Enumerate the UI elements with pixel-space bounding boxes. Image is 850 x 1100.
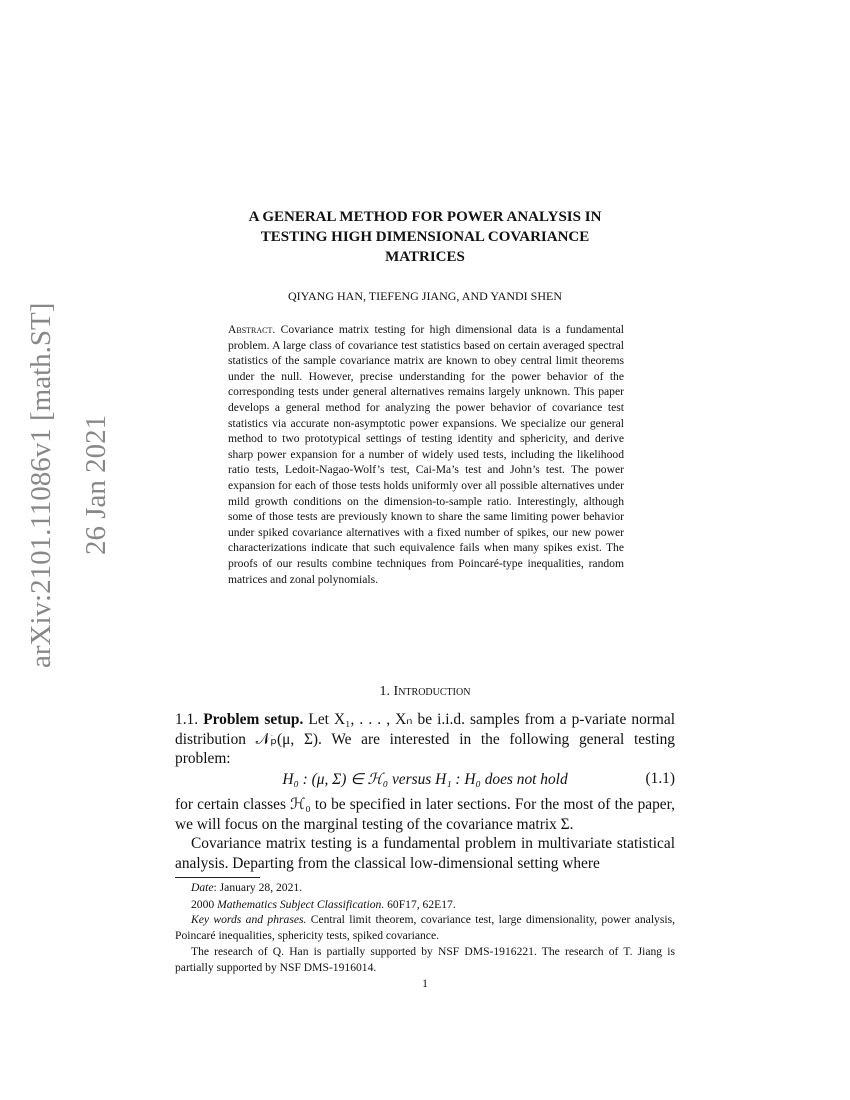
paragraph: Covariance matrix testing is a fundamental problem in multivariate statistical analysis. Departing from the classical low-dimensional setting where xyxy=(175,835,675,872)
footnote-msc xyxy=(175,897,675,913)
date-value: : January 28, 2021. xyxy=(213,881,303,894)
footnote-funding: The research of Q. Han is partially supported by NSF DMS-1916221. The research of T. Jiang is partially supported by NSF DMS-1916014. xyxy=(175,945,675,974)
msc-value: 60F17, 62E17. xyxy=(384,898,456,911)
title-line: TESTING HIGH DIMENSIONAL COVARIANCE xyxy=(260,229,590,245)
keywords-value: Central limit theorem, covariance test, large dimensionality, power analysis, Poincaré inequalities, sphericity tests, spiked covariance. xyxy=(175,913,675,942)
abstract-text: Covariance matrix testing for high dimensional data is a fundamental problem. A large class of covariance test statistics based on certain averaged spectral statistics of the sample covariance matrix are known to obey central limit theorems under the null. However, precise understanding for the power behavior of the corresponding tests under general alternatives remains largely unknown. This paper develops a general method for analyzing the power behavior of covariance test statistics via accurate non-asymptotic power expansions. We specialize our general method to two prototypical settings of testing identity and sphericity, and derive sharp power expansion for a number of widely used tests, including the likelihood ratio tests, Ledoit-Nagao-Wolf’s test, Cai-Ma’s test and John’s test. The power expansion for each of those tests holds uniformly over all possible alternatives under mild growth conditions on the dimension-to-sample ratio. Interestingly, although some of those tests are previously known to share the same limiting power behavior under spiked covariance alternatives with a fixed number of spikes, our new power characterizations indicate that such equivalence fails when many spikes exist. The proofs of our results combine techniques from Poincaré-type inequalities, random matrices and zonal polynomials. xyxy=(228,323,624,586)
paragraph xyxy=(175,710,675,769)
footnote-date xyxy=(175,880,675,896)
abstract-label: Abstract. xyxy=(228,323,276,336)
subsection-title: Problem setup. xyxy=(203,711,304,728)
section-heading xyxy=(175,684,675,700)
page-number: 1 xyxy=(422,977,428,990)
date-label: Date xyxy=(191,881,214,894)
abstract xyxy=(228,322,624,587)
paragraph-text: Let X₁, . . . , Xₙ be i.i.d. samples from a p-variate normal distribution 𝒩ₚ(μ, Σ). We are interested in the following general testing problem: xyxy=(175,711,675,767)
msc-label: Mathematics Subject Classification. xyxy=(217,898,385,911)
title-line: MATRICES xyxy=(385,249,465,265)
author-list: QIYANG HAN, TIEFENG JIANG, AND YANDI SHEN xyxy=(288,289,562,303)
keywords-label: Key words and phrases. xyxy=(191,913,307,926)
equation-expression: H₀ : (μ, Σ) ∈ ℋ₀ versus H₁ : H₀ does not hold xyxy=(282,771,568,788)
paragraph: for certain classes ℋ₀ to be specified in later sections. For the most of the paper, we will focus on the marginal testing of the covariance matrix Σ. xyxy=(175,796,675,833)
footnote-keywords xyxy=(175,912,675,944)
msc-prefix: 2000 xyxy=(191,898,218,911)
title-line: A GENERAL METHOD FOR POWER ANALYSIS IN xyxy=(248,209,602,225)
equation-number: (1.1) xyxy=(645,770,675,787)
arxiv-identifier-stamp: arXiv:2101.11086v1 [math.ST] 26 Jan 2021 xyxy=(25,302,112,668)
footnote-rule xyxy=(175,877,260,878)
paper-title xyxy=(175,207,675,267)
section-number: 1. xyxy=(379,684,391,699)
display-equation xyxy=(175,770,675,790)
subsection-number: 1.1. xyxy=(175,711,199,728)
section-title: Introduction xyxy=(393,684,471,699)
